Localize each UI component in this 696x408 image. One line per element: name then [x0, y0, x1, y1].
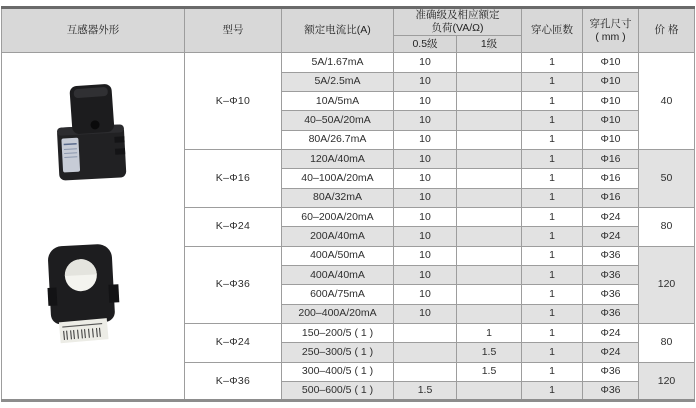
ratio-cell: 40–100A/20mA [282, 169, 394, 188]
class05-cell: 10 [394, 72, 457, 91]
class1-cell [457, 169, 522, 188]
class05-cell [394, 324, 457, 343]
header-turns: 穿心匝数 [522, 8, 583, 53]
model-cell: K–Φ36 [185, 362, 282, 401]
class1-cell [457, 227, 522, 246]
header-accuracy-line1: 准确级及相应额定 [415, 9, 500, 21]
header-accuracy-line2: 负荷(VA/Ω) [431, 22, 484, 35]
hole-size-cell: Φ36 [583, 266, 639, 285]
class1-cell: 1 [457, 324, 522, 343]
header-class-1: 1级 [457, 36, 522, 53]
model-cell: K–Φ36 [185, 246, 282, 323]
ratio-cell: 60–200A/20mA [282, 208, 394, 227]
hole-size-cell: Φ36 [583, 382, 639, 401]
turns-cell: 1 [522, 208, 583, 227]
price-cell: 120 [639, 246, 695, 323]
table-row [2, 53, 695, 72]
class1-cell [457, 208, 522, 227]
class05-cell: 10 [394, 304, 457, 323]
turns-cell: 1 [522, 149, 583, 168]
header-hole-line2: ( mm ) [595, 30, 626, 43]
class1-cell [457, 149, 522, 168]
hole-size-cell: Φ36 [583, 304, 639, 323]
hole-size-cell: Φ16 [583, 188, 639, 207]
hole-size-cell: Φ36 [583, 285, 639, 304]
turns-cell: 1 [522, 324, 583, 343]
class1-cell [457, 111, 522, 130]
model-cell: K–Φ16 [185, 149, 282, 207]
turns-cell: 1 [522, 130, 583, 149]
price-cell: 50 [639, 149, 695, 207]
table-body [2, 53, 695, 401]
header-ratio: 额定电流比(A) [282, 8, 394, 53]
turns-cell: 1 [522, 169, 583, 188]
hole-size-cell: Φ24 [583, 208, 639, 227]
turns-cell: 1 [522, 343, 583, 362]
class1-cell: 1.5 [457, 343, 522, 362]
turns-cell: 1 [522, 382, 583, 401]
class1-cell [457, 91, 522, 110]
hole-size-cell: Φ36 [583, 246, 639, 265]
turns-cell: 1 [522, 111, 583, 130]
turns-cell: 1 [522, 266, 583, 285]
ratio-cell: 200A/40mA [282, 227, 394, 246]
model-cell: K–Φ24 [185, 208, 282, 247]
hole-size-cell: Φ10 [583, 53, 639, 72]
model-cell: K–Φ24 [185, 324, 282, 363]
price-cell: 120 [639, 362, 695, 401]
hole-size-cell: Φ10 [583, 72, 639, 91]
table-header [2, 8, 695, 53]
ratio-cell: 40–50A/20mA [282, 111, 394, 130]
class1-cell [457, 285, 522, 304]
ratio-cell: 80A/26.7mA [282, 130, 394, 149]
turns-cell: 1 [522, 188, 583, 207]
class1-cell [457, 266, 522, 285]
header-model: 型号 [185, 8, 282, 53]
class05-cell: 10 [394, 111, 457, 130]
turns-cell: 1 [522, 304, 583, 323]
header-appearance: 互感器外形 [2, 8, 185, 53]
turns-cell: 1 [522, 53, 583, 72]
class1-cell [457, 72, 522, 91]
ratio-cell: 500–600/5 ( 1 ) [282, 382, 394, 401]
turns-cell: 1 [522, 227, 583, 246]
hole-size-cell: Φ10 [583, 91, 639, 110]
ratio-cell: 5A/1.67mA [282, 53, 394, 72]
turns-cell: 1 [522, 72, 583, 91]
class05-cell: 10 [394, 169, 457, 188]
class05-cell: 10 [394, 208, 457, 227]
ratio-cell: 250–300/5 ( 1 ) [282, 343, 394, 362]
model-cell: K–Φ10 [185, 53, 282, 150]
price-cell: 40 [639, 53, 695, 150]
hole-size-cell: Φ16 [583, 169, 639, 188]
ratio-cell: 5A/2.5mA [282, 72, 394, 91]
ratio-cell: 120A/40mA [282, 149, 394, 168]
class05-cell: 10 [394, 130, 457, 149]
class05-cell: 10 [394, 188, 457, 207]
class05-cell: 10 [394, 246, 457, 265]
ct-spec-table [1, 6, 695, 402]
ratio-cell: 300–400/5 ( 1 ) [282, 362, 394, 381]
header-hole-size [583, 8, 639, 53]
price-cell: 80 [639, 208, 695, 247]
class05-cell: 10 [394, 266, 457, 285]
header-class-0-5: 0.5级 [394, 36, 457, 53]
turns-cell: 1 [522, 91, 583, 110]
hole-size-cell: Φ24 [583, 343, 639, 362]
transformer-photos-cell [2, 53, 185, 401]
class1-cell [457, 246, 522, 265]
ratio-cell: 150–200/5 ( 1 ) [282, 324, 394, 343]
class05-cell [394, 343, 457, 362]
class1-cell [457, 382, 522, 401]
hole-size-cell: Φ10 [583, 130, 639, 149]
price-cell: 80 [639, 324, 695, 363]
header-price: 价 格 [639, 8, 695, 53]
class05-cell: 10 [394, 53, 457, 72]
class1-cell [457, 53, 522, 72]
class1-cell [457, 304, 522, 323]
ratio-cell: 200–400A/20mA [282, 304, 394, 323]
class05-cell: 10 [394, 227, 457, 246]
turns-cell: 1 [522, 362, 583, 381]
hole-size-cell: Φ24 [583, 324, 639, 343]
class1-cell [457, 188, 522, 207]
hole-size-cell: Φ10 [583, 111, 639, 130]
ratio-cell: 600A/75mA [282, 285, 394, 304]
class05-cell [394, 362, 457, 381]
ratio-cell: 80A/32mA [282, 188, 394, 207]
header-hole-line1: 穿孔尺寸 [589, 17, 632, 30]
header-accuracy-load [394, 8, 522, 36]
turns-cell: 1 [522, 285, 583, 304]
ratio-cell: 400A/50mA [282, 246, 394, 265]
hole-size-cell: Φ36 [583, 362, 639, 381]
ratio-cell: 400A/40mA [282, 266, 394, 285]
hole-size-cell: Φ16 [583, 149, 639, 168]
class05-cell: 10 [394, 285, 457, 304]
class05-cell: 1.5 [394, 382, 457, 401]
class1-cell [457, 130, 522, 149]
class05-cell: 10 [394, 149, 457, 168]
class05-cell: 10 [394, 91, 457, 110]
ratio-cell: 10A/5mA [282, 91, 394, 110]
hole-size-cell: Φ24 [583, 227, 639, 246]
turns-cell: 1 [522, 246, 583, 265]
class1-cell: 1.5 [457, 362, 522, 381]
